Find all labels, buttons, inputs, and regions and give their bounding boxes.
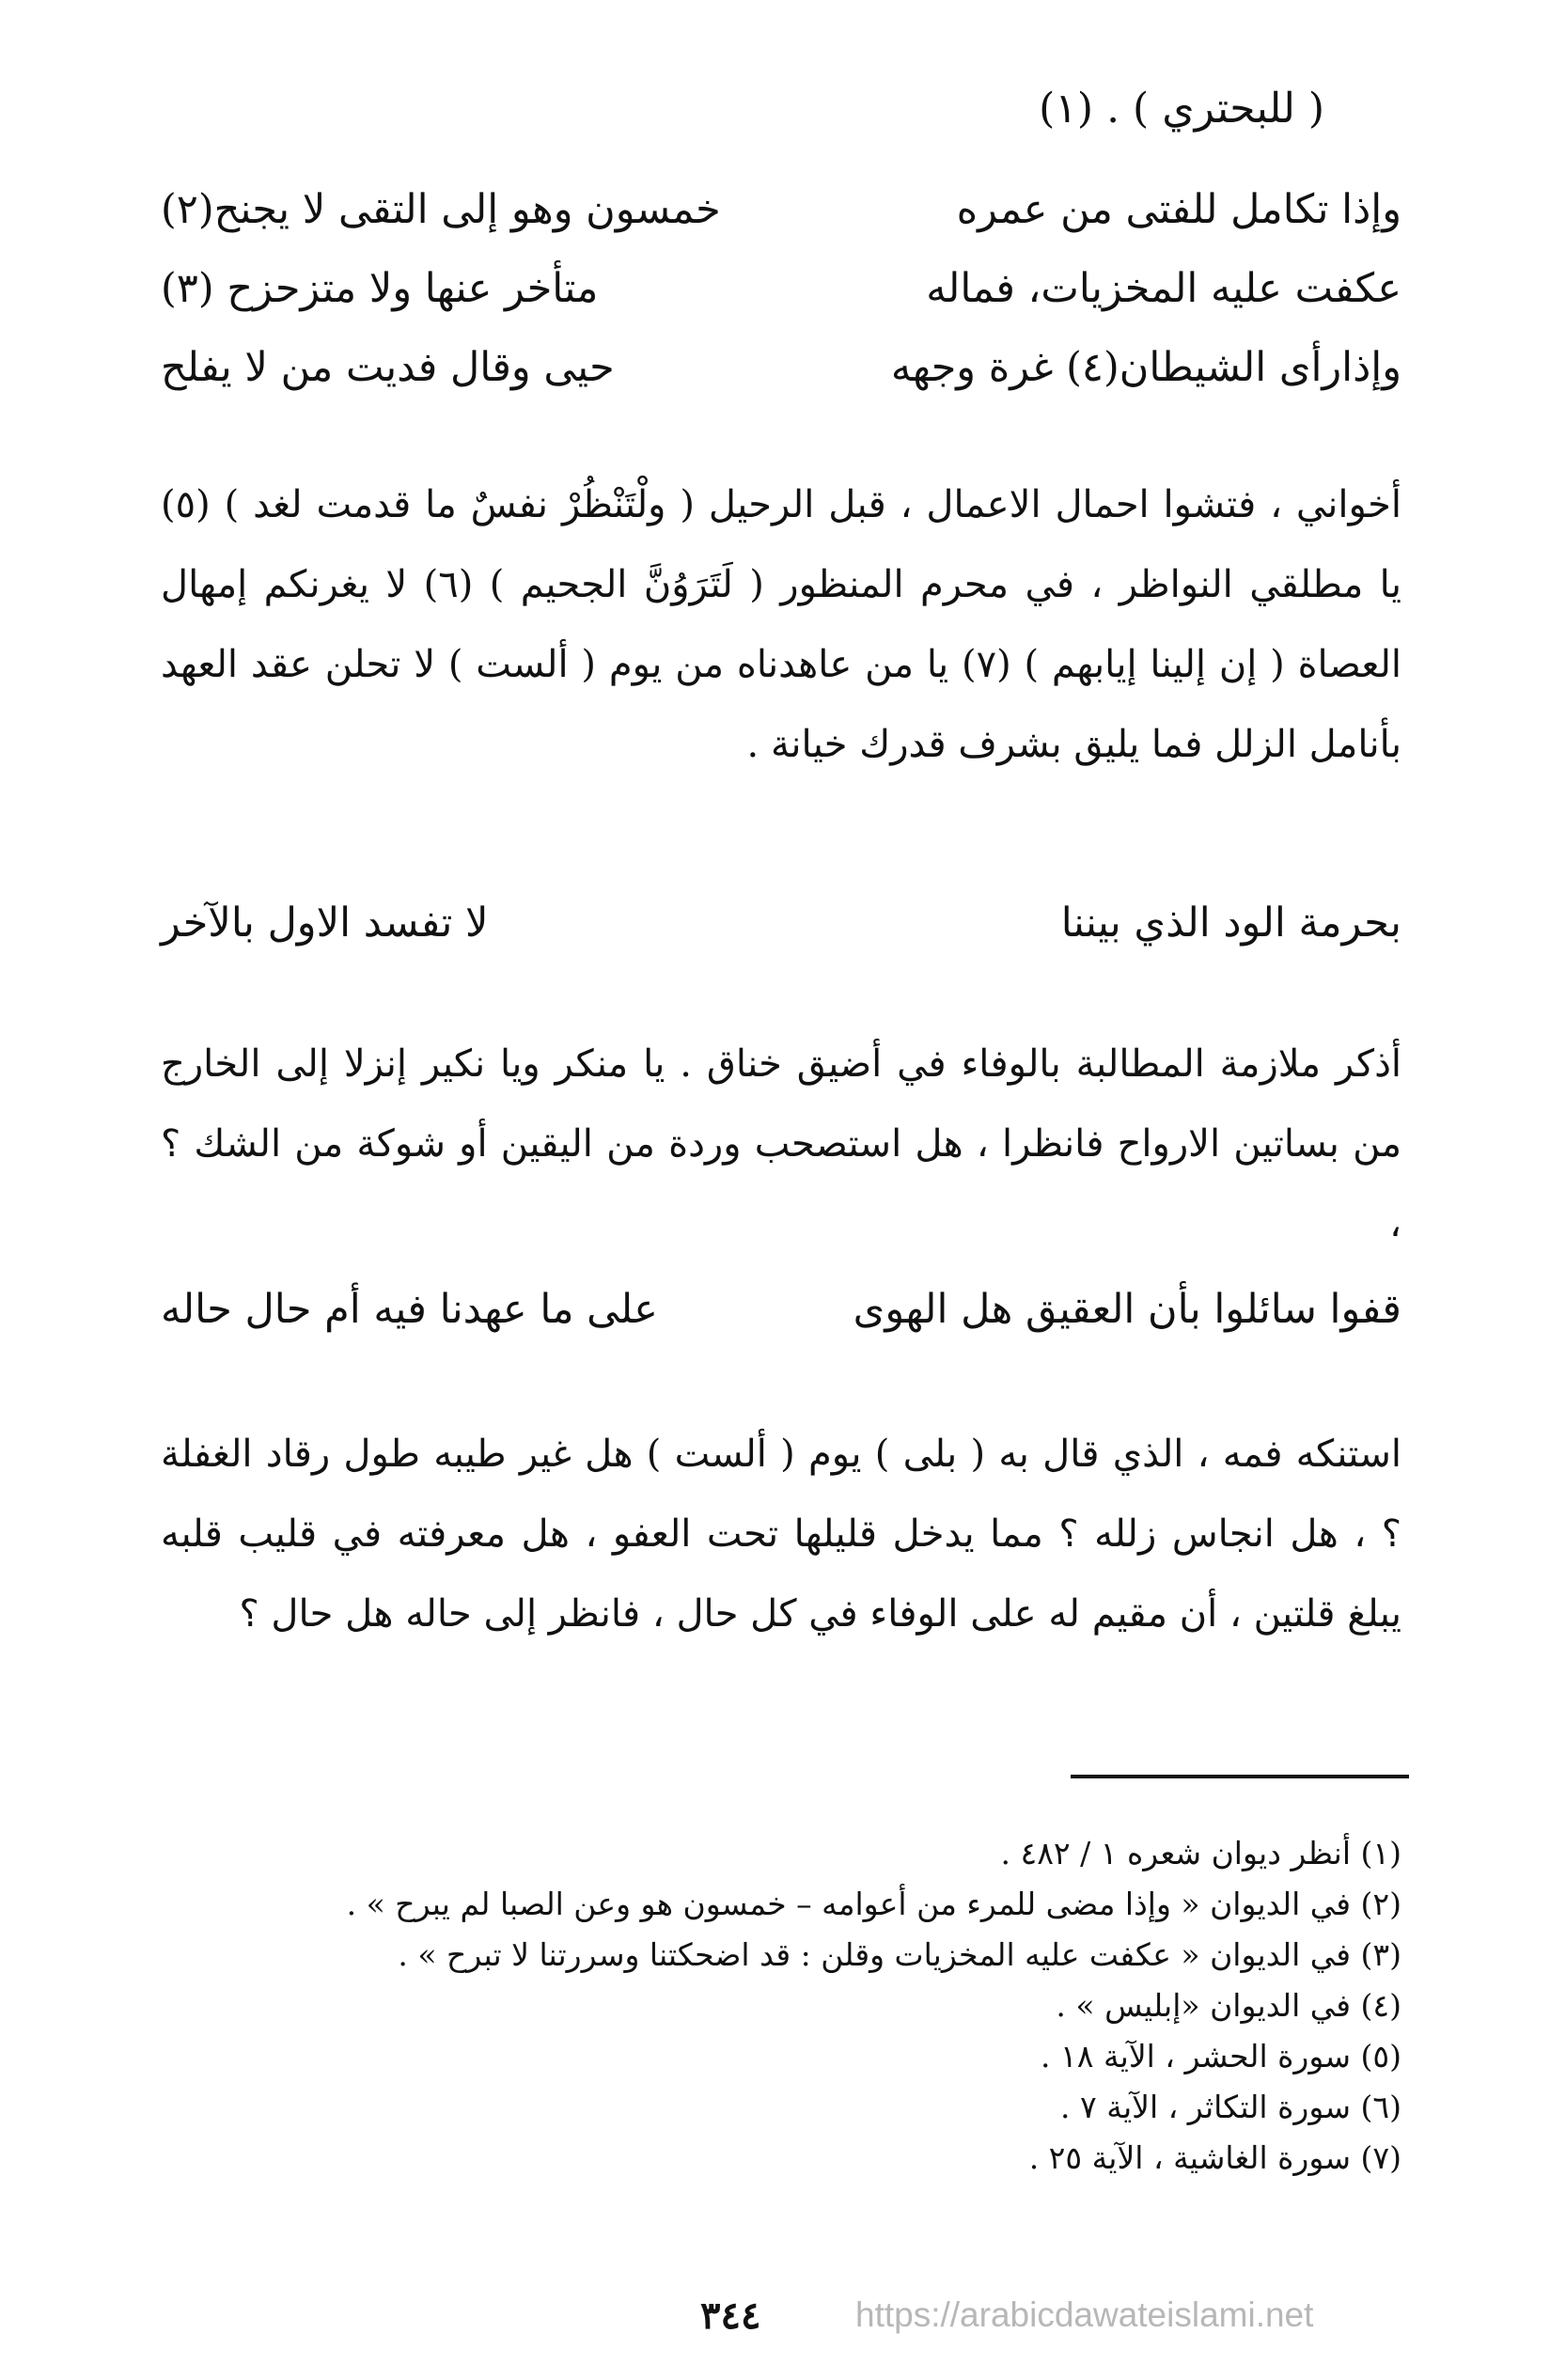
source-watermark: https://arabicdawateislami.net [855, 2295, 1314, 2334]
poem-line-3-first-hemistich: وإذارأى الشيطان(٤) غرة وجهه [890, 344, 1401, 391]
poem-line-2-first-hemistich: عكفت عليه المخزيات، فماله [926, 265, 1401, 312]
page-number: ٣٤٤ [700, 2294, 761, 2338]
footnotes [151, 1828, 1401, 2184]
verse-3-second-hemistich: على ما عهدنا فيه أم حال حاله [161, 1286, 658, 1333]
footnote-1: (١) أنظر ديوان شعره ١ / ٤٨٢ . [1000, 1835, 1401, 1871]
verse-3 [161, 1286, 1401, 1363]
poem-line-3-second-hemistich: حيى وقال فديت من لا يفلح [161, 344, 615, 391]
paragraph-1-text: أخواني ، فتشوا احمال الاعمال ، قبل الرحيل ( ولْتَنْظُرْ نفسٌ ما قدمت لغد ) (٥) يا مطلقي النواظر ، في محرم المنظور ( لَتَرَوُنَّ الجحيم ) (٦) لا يغرنكم إمهال العصاة ( إن إلينا إيابهم ) (٧) يا من عاهدناه من يوم ( ألست ) لا تحلن عقد العهد بأنامل الزلل فما يليق بشرف قدرك خيانة . [161, 483, 1402, 766]
paragraph-3 [161, 1415, 1401, 1654]
footnote-4: (٤) في الديوان «إبليس » . [1056, 1987, 1401, 2024]
verse-3-first-hemistich: قفوا سائلوا بأن العقيق هل الهوى [853, 1286, 1401, 1333]
paragraph-2 [161, 1025, 1401, 1264]
poem-line-2-second-hemistich: متأخر عنها ولا متزحزح (٣) [161, 265, 599, 312]
verse-2-first-hemistich: بحرمة الود الذي بيننا [1060, 900, 1401, 947]
footnote-6: (٦) سورة التكاثر ، الآية ٧ . [1060, 2089, 1401, 2125]
footnote-2: (٢) في الديوان « وإذا مضى للمرء من أعوامه – خمسون هو وعن الصبا لم يبرح » . [346, 1886, 1401, 1922]
footnote-5: (٥) سورة الحشر ، الآية ١٨ . [1041, 2038, 1401, 2075]
poem-line-1-first-hemistich: وإذا تكامل للفتى من عمره [956, 186, 1401, 233]
poem-line-3 [161, 344, 1401, 421]
poem-line-1-second-hemistich: خمسون وهو إلى التقى لا يجنح(٢) [161, 186, 721, 233]
verse-2 [161, 900, 1401, 977]
footnote-3: (٣) في الديوان « عكفت عليه المخزيات وقلن : قد اضحكتنا وسررتنا لا تبرح » . [398, 1936, 1401, 1973]
page-header: ( للبحتري ) . (١) [1039, 85, 1324, 133]
poem-line-1 [161, 186, 1401, 263]
verse-2-second-hemistich: لا تفسد الاول بالآخر [161, 900, 489, 947]
paragraph-1 [161, 465, 1401, 785]
paragraph-3-text: استنكه فمه ، الذي قال به ( بلى ) يوم ( ألست ) هل غير طيبه طول رقاد الغفلة ؟ ، هل انجاس زلله ؟ مما يدخل قليلها تحت العفو ، هل معرفته في قليب قلبه يبلغ قلتين ، أن مقيم له على الوفاء في كل حال ، فانظر إلى حاله هل حال ؟ [161, 1433, 1401, 1636]
footnote-divider [1071, 1775, 1409, 1778]
poem-line-2 [161, 265, 1401, 342]
paragraph-2-text: أذكر ملازمة المطالبة بالوفاء في أضيق خناق . يا منكر ويا نكير إنزلا إلى الخارج من بساتين الارواح فانظرا ، هل استصحب وردة من اليقين أو شوكة من الشك ؟ ، [161, 1042, 1401, 1245]
footnote-7: (٧) سورة الغاشية ، الآية ٢٥ . [1028, 2139, 1401, 2176]
